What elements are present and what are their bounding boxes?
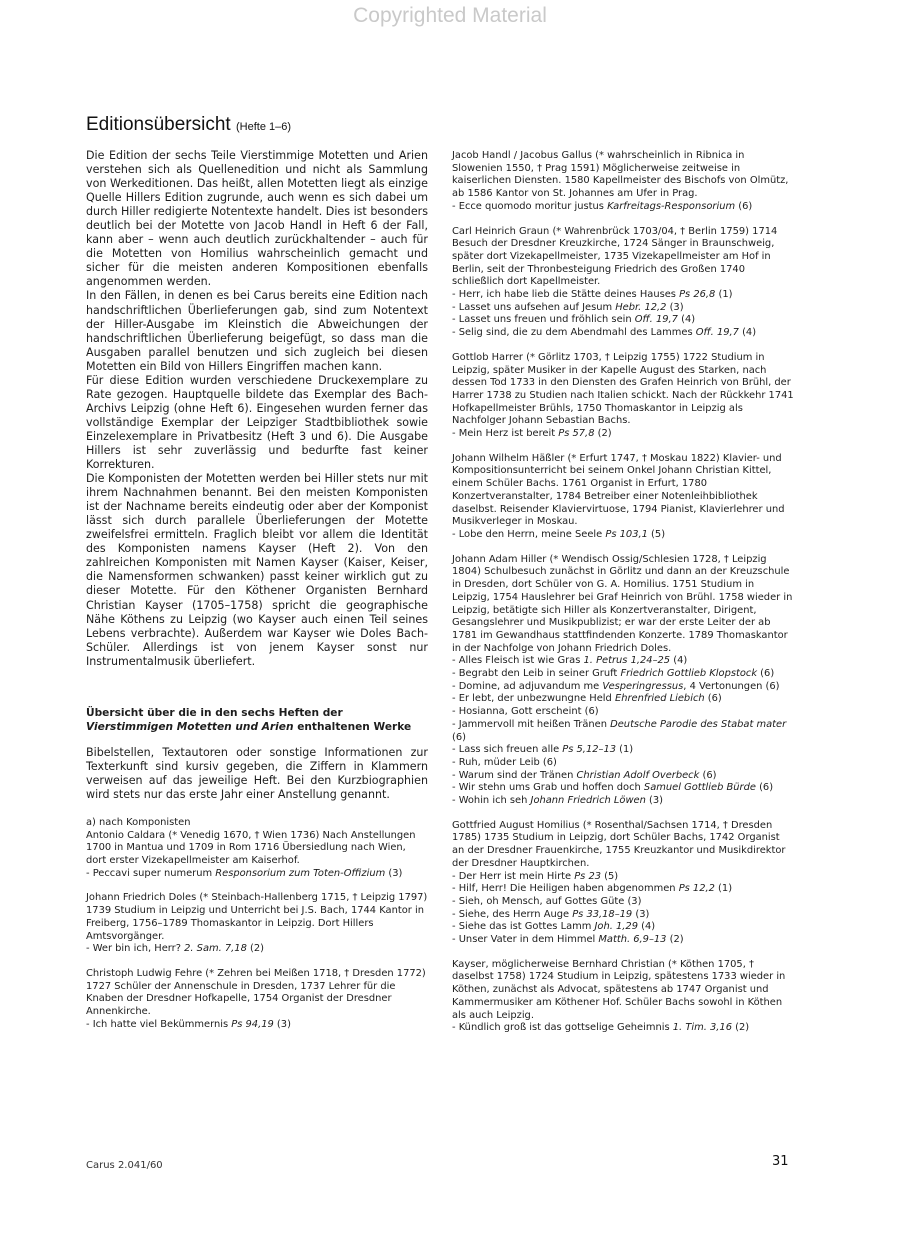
work-item <box>452 883 794 896</box>
work-volume: (3) <box>645 795 664 807</box>
work-item <box>452 871 794 884</box>
works-list <box>452 428 794 441</box>
work-reference: Deutsche Parodie des Stabat mater <box>610 718 787 730</box>
work-volume: (3) <box>624 895 642 907</box>
work-title: Lasset uns aufsehen auf Jesum <box>458 301 616 313</box>
work-reference: Joh. 1,29 <box>594 921 638 933</box>
paragraph-text: Die Komponisten der Motetten werden bei Hiller stets nur mit ihrem Nachnahmen benannt. Bei den meisten Komponisten ist der Nachname bereits eindeutig oder aber der Komponist lässt sich durch parallele Überlieferungen der Motette zweifelsfrei ermitteln. Fraglich bleibt vor allem die Identität des Komponisten namens Kayser (Heft 2). Von den zahlreichen Komponisten mit Namen Kayser (Kaiser, Keiser, die Namensformen schwanken) passt keiner wirklich gut zu dieser Motette. Für den Köthener Organisten Bernhard Christian Kayser (1705–1758) spricht die geographische Nähe Köthens zu Leipzig (wo Kayser auch einen Teil seines Lebens verbrachte). Außerdem war Kayser wie Doles Bach-Schüler. Allerdings ist von jenem Kayser sonst nur Instrumentalmusik überliefert. <box>86 472 428 668</box>
work-item <box>452 909 794 922</box>
work-item <box>452 529 794 542</box>
work-title: Wohin ich seh <box>458 795 531 807</box>
work-volume: (6) <box>452 731 466 743</box>
work-volume: (6) <box>581 706 599 718</box>
composer-list-left <box>86 817 428 1032</box>
work-title: Unser Vater in dem Himmel <box>458 934 599 946</box>
works-list <box>452 201 794 214</box>
work-title: Ruh, müder Leib <box>458 756 540 768</box>
work-item <box>452 1022 794 1035</box>
overview-heading-italic: Vierstimmigen Motetten und Arien <box>86 720 294 733</box>
work-item <box>452 770 794 783</box>
work-title: Warum sind der Tränen <box>458 769 577 781</box>
works-list <box>452 871 794 947</box>
work-title: Sieh, oh Mensch, auf Gottes Güte <box>458 895 625 907</box>
page-number: 31 <box>772 1154 789 1169</box>
work-title: Mein Herz ist bereit <box>458 428 559 440</box>
paragraph-text: Für diese Edition wurden verschiedene Druckexemplare zu Rate gezogen. Hauptquelle bildete das Exemplar des Bach-Archivs Leipzig (ohne Heft 6). Eingesehen wurden ferner das vollständige Exemplar der Leipziger Stadtbibliothek sowie Einzelexemplare in Privatbesitz (Heft 3 und 6). Die Ausgabe Hillers ist sehr zuverlässig und bedurfte fast keiner Korrekturen. <box>86 373 428 472</box>
work-volume: (5) <box>601 870 619 882</box>
left-column <box>86 149 428 1043</box>
work-item <box>452 428 794 441</box>
work-title: Hilf, Herr! Die Heiligen haben abgenommen <box>458 883 679 895</box>
work-volume: (1) <box>715 289 733 301</box>
work-reference: Vesperingressus <box>602 680 684 692</box>
work-volume: , 4 Vertonungen (6) <box>683 680 780 692</box>
works-list <box>86 943 428 956</box>
copyright-watermark: Copyrighted Material <box>353 4 547 27</box>
composer-bio: Christoph Ludwig Fehre (* Zehren bei Meißen 1718, † Dresden 1772) 1727 Schüler der Annenschule in Dresden, 1737 Lehrer für die Knaben der Dresdner Hofkapelle, 1754 Organist der Dresdner Annenkirche. <box>86 967 426 1018</box>
work-volume: (4) <box>738 327 757 339</box>
composer-bio: Antonio Caldara (* Venedig 1670, † Wien 1736) Nach Anstellungen 1700 in Mantua und 1709 in Rom 1716 Übersiedlung nach Wien, dort erster Vizekapellmeister am Kaiserhof. <box>86 829 416 867</box>
composer-bio: Gottlob Harrer (* Görlitz 1703, † Leipzig 1755) 1722 Studium in Leipzig, später Musiker in der Kapelle August des Starken, nach dessen Tod 1733 in den Diensten des Grafen Heinrich von Brühl, der Harrer 1738 zu Studien nach Italien schickt. Nach der Rückkehr 1741 Hofkapellmeister Brühls, 1750 Thomaskantor in Leipzig als Nachfolger Johann Sebastian Bachs. <box>452 351 794 427</box>
overview-heading-a: Übersicht über die in den sechs Heften der <box>86 706 343 719</box>
work-item <box>452 921 794 934</box>
work-volume: (3) <box>273 1018 291 1030</box>
work-volume: (2) <box>594 428 612 440</box>
work-reference: Friedrich Gottlieb Klopstock <box>620 668 758 680</box>
work-item <box>452 693 794 706</box>
work-item <box>452 655 794 668</box>
work-title: Lass sich freuen alle <box>458 744 563 756</box>
work-reference: Christian Adolf Overbeck <box>576 769 700 781</box>
work-reference: Ehrenfried Liebich <box>614 693 705 705</box>
composer-entry <box>452 554 794 808</box>
work-reference: Ps 23 <box>574 870 602 882</box>
work-reference: Ps 103,1 <box>605 528 648 540</box>
work-title: Ich hatte viel Bekümmernis <box>92 1018 232 1030</box>
work-item <box>452 668 794 681</box>
work-title: Er lebt, der unbezwungne Held <box>458 693 615 705</box>
composer-entry <box>452 352 794 441</box>
work-volume: (2) <box>246 943 265 955</box>
work-title: Begrabt den Leib in seiner Gruft <box>458 668 621 680</box>
work-reference: Ps 94,19 <box>231 1018 274 1030</box>
work-volume: (1) <box>714 883 733 895</box>
composer-bio: Johann Friedrich Doles (* Steinbach-Hallenberg 1715, † Leipzig 1797) 1739 Studium in Leipzig und Unterricht bei J.S. Bach, 1744 Kantor in Freiberg, 1756–1789 Thomaskantor in Leipzig. Dort Hillers Amtsvorgänger. <box>86 892 428 942</box>
work-item <box>86 868 428 881</box>
work-item <box>452 896 794 909</box>
work-title: Peccavi super numerum <box>92 867 216 879</box>
work-reference: Karfreitags-Responsorium <box>607 200 736 212</box>
composer-bio: Carl Heinrich Graun (* Wahrenbrück 1703/04, † Berlin 1759) 1714 Besuch der Dresdner Kreuzkirche, 1724 Sänger in Braunschweig, später dort Vizekapellmeister, 1735 Vizekapellmeister am Hof in Berlin, seit der Thronbesteigung Friedrich des Großen 1740 schließlich dort Kapellmeister. <box>452 225 778 288</box>
works-list <box>452 655 794 807</box>
works-list <box>452 1022 794 1035</box>
work-reference: Ps 57,8 <box>558 428 595 440</box>
composer-bio: Gottfried August Homilius (* Rosenthal/Sachsen 1714, † Dresden 1785) 1735 Studium in Leipzig, dort Schüler Bachs, 1742 Organist an der Dresdner Frauenkirche, 1755 Kreuzkantor und Musikdirektor der Dresdner Hauptkirchen. <box>452 819 786 869</box>
composer-entry <box>86 830 428 881</box>
work-title: Siehe das ist Gottes Lamm <box>458 921 595 933</box>
work-volume: (4) <box>670 655 688 667</box>
work-volume: (2) <box>732 1022 750 1034</box>
work-item <box>452 757 794 770</box>
work-reference: Ps 12,2 <box>678 883 715 895</box>
works-list <box>86 1019 428 1032</box>
composer-entry <box>86 892 428 956</box>
right-column <box>452 150 794 1047</box>
overview-intro: Bibelstellen, Textautoren oder sonstige Informationen zur Texterkunft sind kursiv gegeben, die Ziffern in Klammern verweisen auf das jeweilige Heft. Bei den Kurzbiographien wird stets nur das erste Jahr einer Anstellung genannt. <box>86 745 428 801</box>
work-item <box>452 314 794 327</box>
work-item <box>452 681 794 694</box>
works-list <box>452 529 794 542</box>
section-label: a) nach Komponisten <box>86 816 191 828</box>
work-reference: Ps 33,18–19 <box>572 908 633 920</box>
page-title-range: (Hefte 1–6) <box>235 121 292 133</box>
composer-entry <box>452 820 794 947</box>
work-volume: (6) <box>735 200 753 212</box>
edition-text <box>86 149 428 669</box>
overview-heading-b: enthaltenen Werke <box>293 720 412 733</box>
work-volume: (5) <box>647 528 666 540</box>
work-title: Der Herr ist mein Hirte <box>458 870 575 882</box>
work-item <box>452 302 794 315</box>
composer-bio: Johann Adam Hiller (* Wendisch Ossig/Schlesien 1728, † Leipzig 1804) Schulbesuch zunächst in Görlitz und dann an der Kreuzschule in Dresden, dort Schüler von G. A. Homilius. 1751 Studium in Leipzig, 1754 Hauslehrer bei Graf Heinrich von Brühl. 1758 wieder in Leipzig, betätigte sich Hiller als Konzertveranstalter, Dirigent, Gesangslehrer und Musikpublizist; er war der erste Leiter der ab 1781 im Gewandhaus stattfindenden Konzerte. 1789 Thomaskantor in der Nachfolge von Johann Friedrich Doles. <box>452 553 793 654</box>
works-list <box>86 868 428 881</box>
work-volume: (1) <box>616 744 634 756</box>
work-volume: (6) <box>757 668 775 680</box>
work-volume: (3) <box>632 908 650 920</box>
paragraph-text: Die Edition der sechs Teile Vierstimmige Motetten und Arien verstehen sich als Quellenedition und nicht als Sammlung von Werkeditionen. Das heißt, allen Motetten liegt als einzige Quelle Hillers Edition zugrunde, auch wenn es sich dabei um durch Hiller redigierte Notentexte handelt. Dies ist besonders deutlich bei der Motette von Jacob Handl in Heft 6 der Fall, kann aber – wenn auch deutlich zurückhaltender – auch für die Motetten von Homilius wahrscheinlich gemacht und sicher für die meisten anderen Kompositionen ebenfalls angenommen werden. <box>86 149 428 289</box>
work-title: Kündlich groß ist das gottselige Geheimnis <box>458 1022 673 1034</box>
work-volume: (3) <box>385 867 403 879</box>
work-title: Selig sind, die zu dem Abendmahl des Lammes <box>458 327 696 339</box>
overview-heading <box>86 706 428 734</box>
work-reference: 2. Sam. 7,18 <box>184 943 247 955</box>
composer-entry <box>452 453 794 542</box>
work-title: Lobe den Herrn, meine Seele <box>458 528 606 540</box>
composer-entry <box>452 150 794 214</box>
work-title: Siehe, des Herrn Auge <box>458 908 573 920</box>
work-title: Jammervoll mit heißen Tränen <box>458 718 611 730</box>
composer-bio: Jacob Handl / Jacobus Gallus (* wahrscheinlich in Ribnica in Slowenien 1550, † Prag 1591) Möglicherweise zeitweise in kaiserlichen Diensten. 1580 Kapellmeister des Bischofs von Olmütz, ab 1586 Kantor von St. Johannes am Ufer in Prag. <box>452 150 789 200</box>
work-title: Herr, ich habe lieb die Stätte deines Hauses <box>458 289 680 301</box>
work-item <box>452 782 794 795</box>
catalog-number: Carus 2.041/60 <box>86 1160 163 1171</box>
work-item <box>452 744 794 757</box>
paragraph-text: In den Fällen, in denen es bei Carus bereits eine Edition nach handschriftlichen Überlieferungen gab, sind zum Notentext der Hiller-Ausgabe im Kleinstich die Abweichungen der handschriftlichen Überlieferung beigefügt, so dass man die Ausgaben parallel benutzen und sich zugleich bei diesen Motetten ein Bild von Hillers Eingriffen machen kann. <box>86 289 428 373</box>
work-item <box>452 795 794 808</box>
work-item <box>452 201 794 214</box>
work-reference: Responsorium zum Toten-Offizium <box>215 867 386 879</box>
work-reference: Ps 26,8 <box>679 289 716 301</box>
work-title: Alles Fleisch ist wie Gras <box>458 655 584 667</box>
work-reference: Off. 19,7 <box>634 314 678 326</box>
work-volume: (2) <box>666 934 684 946</box>
work-volume: (6) <box>704 693 722 705</box>
works-list <box>452 289 794 340</box>
work-title: Domine, ad adjuvandum me <box>458 680 603 692</box>
work-reference: 1. Tim. 3,16 <box>672 1022 732 1034</box>
work-volume: (4) <box>637 921 656 933</box>
work-item <box>86 1019 428 1032</box>
paragraph <box>86 472 428 669</box>
composer-bio: Johann Wilhelm Häßler (* Erfurt 1747, † Moskau 1822) Klavier- und Kompositionsunterricht bei seinem Onkel Johann Christian Kittel, einem Schüler Bachs. 1761 Organist in Erfurt, 1780 Konzertveranstalter, 1784 Betreiber einer Notenleihbibliothek daselbst. Reisender Klaviervirtuose, 1794 Pianist, Klavierlehrer und Musikverleger in Moskau. <box>452 452 785 528</box>
work-reference: Johann Friedrich Löwen <box>530 795 646 807</box>
paragraph <box>86 289 428 373</box>
work-volume: (6) <box>699 769 717 781</box>
work-reference: Hebr. 12,2 <box>615 301 667 313</box>
work-item <box>452 706 794 719</box>
composer-bio: Kayser, möglicherweise Bernhard Christian (* Köthen 1705, † daselbst 1758) 1724 Studium in Leipzig, spätestens 1733 wieder in Köthen, zunächst als Advocat, spätestens ab 1747 Organist und Kammermusiker am Köthener Hof. Schüler Bachs sowohl in Köthen als auch Leipzig. <box>452 958 786 1021</box>
paragraph <box>86 374 428 472</box>
work-reference: Matth. 6,9–13 <box>598 934 667 946</box>
work-volume: (6) <box>539 756 557 768</box>
page-title <box>86 114 291 136</box>
page-title-text: Editionsübersicht <box>86 114 231 135</box>
work-volume: (3) <box>666 301 684 313</box>
work-reference: Off. 19,7 <box>695 327 739 339</box>
paragraph <box>86 149 428 289</box>
work-reference: 1. Petrus 1,24–25 <box>583 655 671 667</box>
work-volume: (6) <box>755 782 774 794</box>
work-item <box>86 943 428 956</box>
work-title: Wer bin ich, Herr? <box>92 943 185 955</box>
work-item <box>452 327 794 340</box>
work-title: Hosianna, Gott erscheint <box>458 706 582 718</box>
work-item <box>452 719 794 744</box>
work-volume: (4) <box>677 314 696 326</box>
composer-entry <box>86 968 428 1032</box>
composer-entry <box>452 959 794 1035</box>
work-item <box>452 289 794 302</box>
work-reference: Ps 5,12–13 <box>562 744 617 756</box>
work-reference: Samuel Gottlieb Bürde <box>643 782 756 794</box>
composer-entry <box>452 226 794 340</box>
work-title: Ecce quomodo moritur justus <box>458 200 608 212</box>
work-item <box>452 934 794 947</box>
work-title: Wir stehn ums Grab und hoffen doch <box>458 782 644 794</box>
work-title: Lasset uns freuen und fröhlich sein <box>458 314 635 326</box>
